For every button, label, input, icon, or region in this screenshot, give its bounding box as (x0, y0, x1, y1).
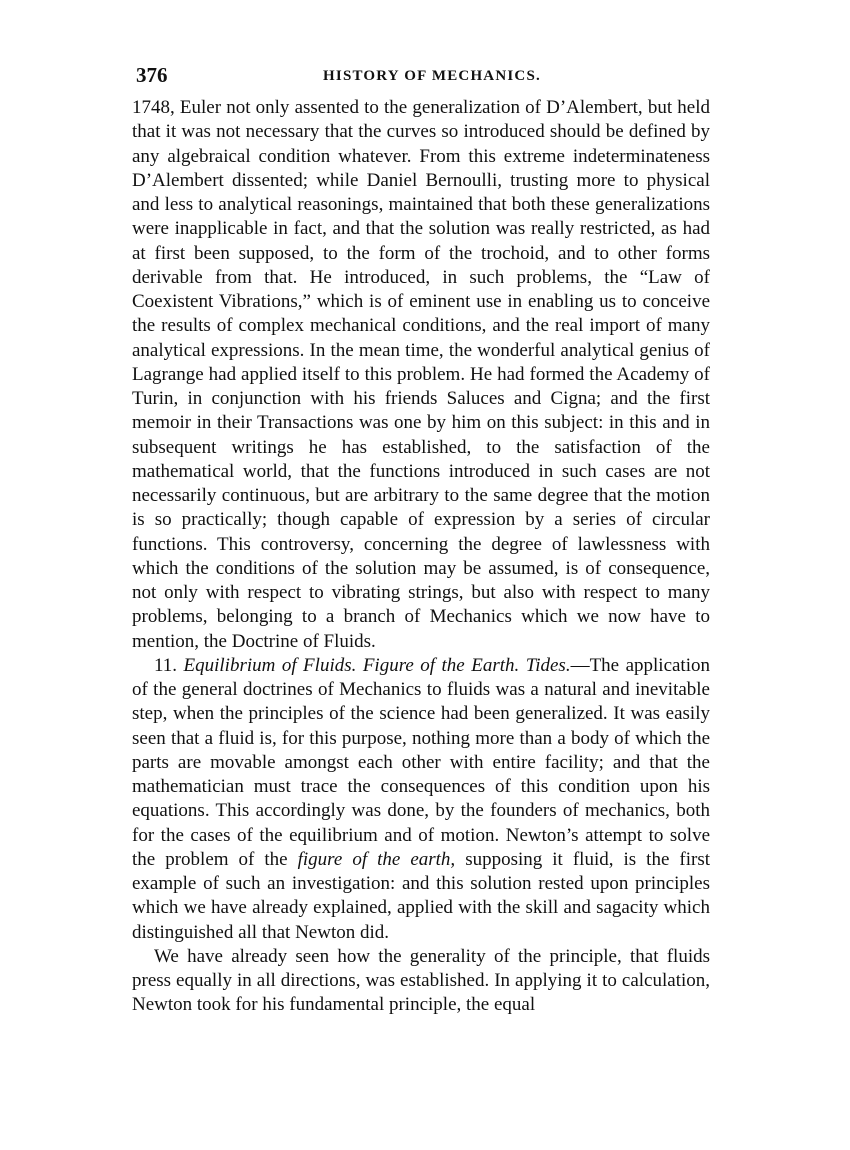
body-text (132, 96, 710, 1018)
paragraph-2 (132, 654, 710, 945)
page-number: 376 (136, 63, 168, 87)
paragraph-3: We have already seen how the generality of the principle, that fluids press equally in all directions, was established. In applying it to calculation, Newton took for his fundamental principle, the equal (132, 945, 710, 1016)
running-head (136, 62, 710, 88)
paragraph-1: 1748, Euler not only assented to the generalization of D’Alembert, but held that it was not necessary that the curves so introduced should be defined by any algebraical condition whatever. From this extreme indeterminateness D’Alembert dissented; while Daniel Bernoulli, trusting more to physical and less to analytical reasonings, maintained that both these generalizations were inapplicable in fact, and that the solution was really restricted, as had at first been supposed, to the form of the trochoid, and to other forms derivable from that. He introduced, in such problems, the “Law of Coexistent Vibrations,” which is of eminent use in enabling us to conceive the results of complex mechanical conditions, and the real import of many analytical expressions. In the mean time, the wonderful analytical genius of Lagrange had applied itself to this problem. He had formed the Academy of Turin, in conjunction with his friends Saluces and Cigna; and the first memoir in their Transactions was one by him on this subject: in this and in subsequent writings he has established, to the satisfaction of the mathematical world, that the functions introduced in such cases are not necessarily continuous, but are arbitrary to the same degree that the motion is so practically; though capable of expression by a series of circular functions. This controversy, concerning the degree of lawlessness with which the conditions of the solution may be assumed, is of consequence, not only with respect to vibrating strings, but also with respect to many problems, belonging to a branch of Mechanics which we now have to mention, the Doctrine of Fluids. (132, 97, 710, 652)
running-title: HISTORY OF MECHANICS. (323, 68, 541, 84)
paragraph-2-text-a: —The application of the general doctrines of Mechanics to fluids was a natural and inevitable step, when the principles of the science had been generalized. It was easily seen that a fluid is, for this purpose, nothing more than a body of which the parts are movable amongst each other with entire facility; and that the mathematician must trace the consequences of this condition upon his equations. This accordingly was done, by the founders of mechanics, both for the cases of the equilibrium and of motion. Newton’s attempt to solve the problem of the (132, 654, 710, 870)
paragraph-2-text-b: supposing it fluid, is the first example of such an investigation: and this solution rested upon principles which we have already explained, applied with the skill and sagacity which distinguished all that Newton did. (132, 848, 711, 943)
italic-phrase: figure of the earth, (297, 848, 456, 870)
section-number: 11. (154, 654, 178, 676)
section-title: Equilibrium of Fluids. Figure of the Earth. Tides. (183, 654, 571, 676)
